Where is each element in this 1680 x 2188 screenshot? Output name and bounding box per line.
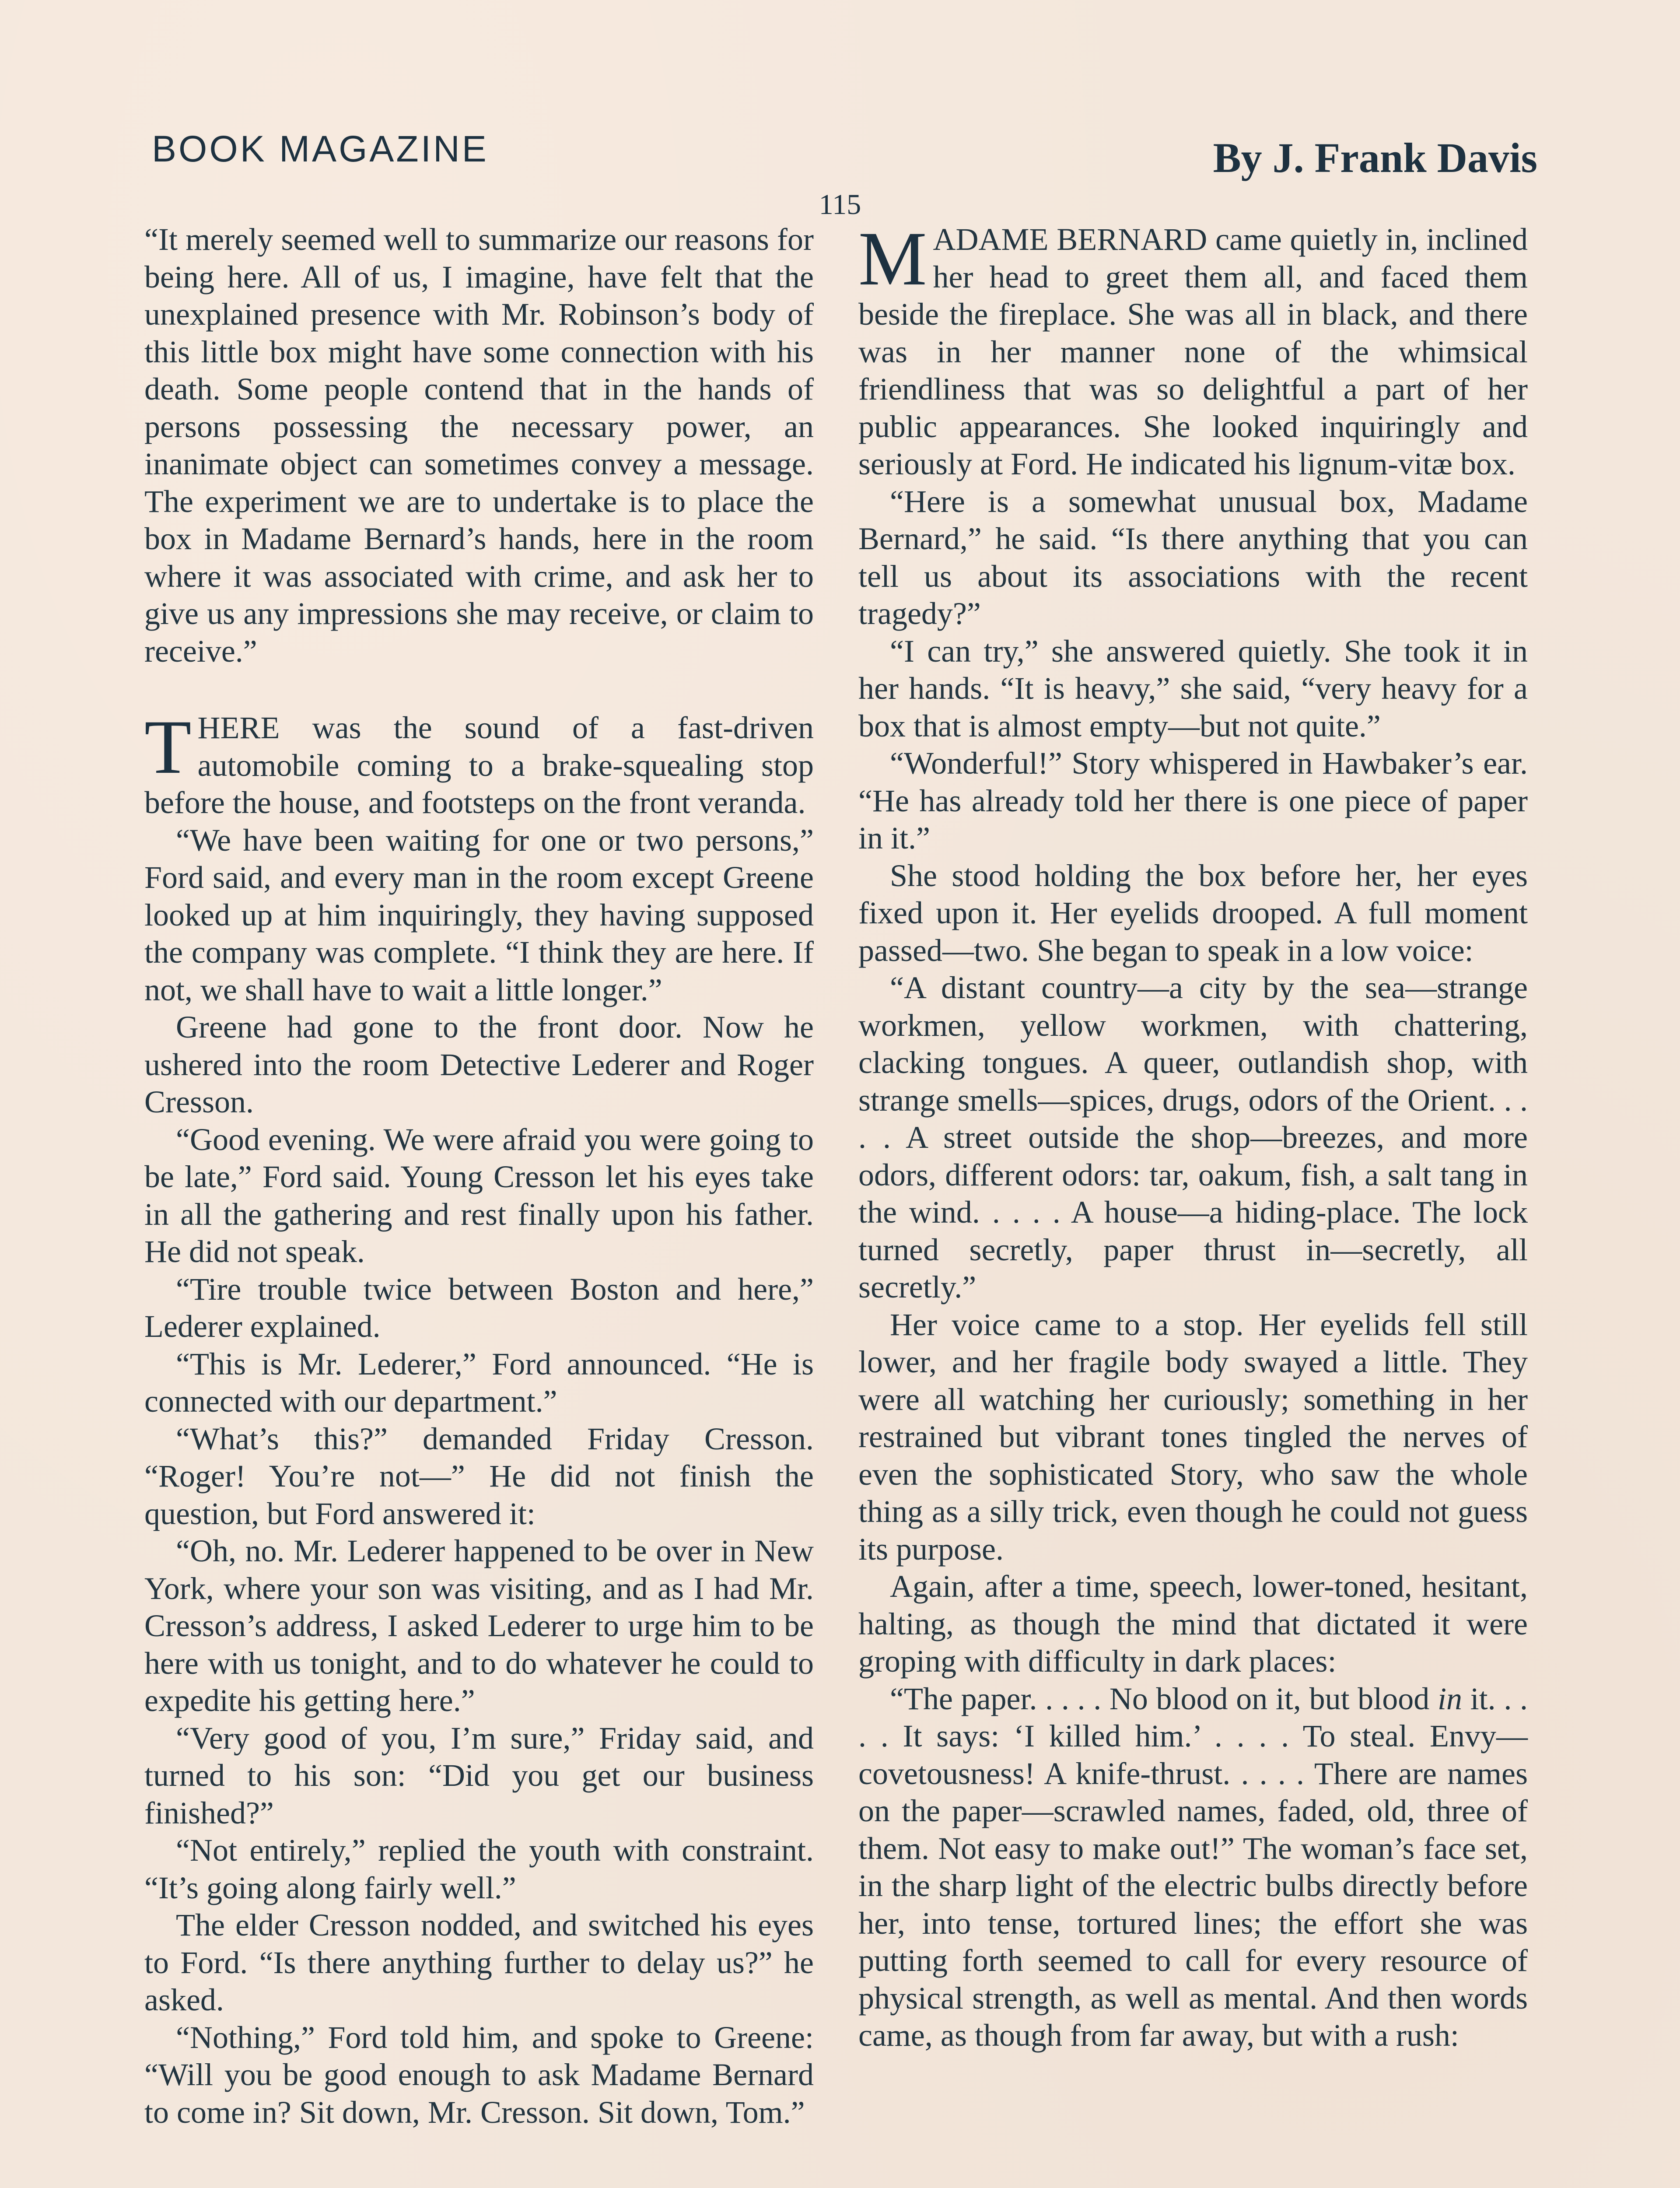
section-start-text: HERE was the sound of a fast-driven automobile coming to a brake-squealing stop before the house, and footsteps on the front veranda. bbox=[144, 710, 814, 820]
paragraph: “Oh, no. Mr. Lederer happened to be over in New York, where your son was visiting, and as I had Mr. Cresson’s address, I asked Lederer to urge him to be here with us tonight, and to do whatever he could to expedite his getting here.” bbox=[144, 1533, 814, 1718]
paragraph: “Very good of you, I’m sure,” Friday said, and turned to his son: “Did you get our business finished?” bbox=[144, 1720, 814, 1830]
paragraph: The elder Cresson nodded, and switched his eyes to Ford. “Is there anything further to delay us?” he asked. bbox=[144, 1907, 814, 2017]
paragraph: “A distant country—a city by the sea—strange workmen, yellow workmen, with chattering, clacking tongues. A queer, outlandish shop, with strange smells—spices, drugs, odors of the Orient. . . . . A street outside the shop—breezes, and more odors, different odors: tar, oakum, fish, a salt tang in the wind. . . . . A house—a hiding-place. The lock turned secretly, paper thrust in—secretly, all secretly.” bbox=[858, 970, 1528, 1304]
paragraph: Greene had gone to the front door. Now he ushered into the room Detective Lederer and Roger Cresson. bbox=[144, 1010, 814, 1119]
paragraph: “Good evening. We were afraid you were going to be late,” Ford said. Young Cresson let his eyes take in all the gathering and rest finally upon his father. He did not speak. bbox=[144, 1122, 814, 1269]
paragraph: “Wonderful!” Story whispered in Hawbaker’s ear. “He has already told her there is one piece of paper in it.” bbox=[858, 746, 1528, 856]
left-column bbox=[144, 221, 814, 2131]
final-text-start: “The paper. . . . . No blood on it, but blood bbox=[890, 1681, 1438, 1716]
italic-emphasis: in bbox=[1437, 1681, 1462, 1716]
paragraph: Her voice came to a stop. Her eyelids fell still lower, and her fragile body swayed a little. They were all watching her curiously; something in her restrained but vibrant tones tingled the nerves of even the sophisticated Story, who saw the whole thing as a silly trick, even though he could not guess its purpose. bbox=[858, 1307, 1528, 1567]
paragraph: “It merely seemed well to summarize our reasons for being here. All of us, I imagine, have felt that the unexplained presence with Mr. Robinson’s body of this little box might have some connection with his death. Some people contend that in the hands of persons possessing the necessary power, an inanimate object can sometimes convey a message. The experiment we are to undertake is to place the box in Madame Bernard’s hands, here in the room where it was associated with crime, and ask her to give us any impressions she may receive, or claim to receive.” bbox=[144, 222, 814, 669]
page-number: 115 bbox=[819, 189, 861, 221]
drop-cap: T bbox=[144, 705, 192, 790]
drop-cap: M bbox=[858, 216, 927, 302]
author-byline: By J. Frank Davis bbox=[1213, 134, 1537, 181]
paragraph: “We have been waiting for one or two persons,” Ford said, and every man in the room except Greene looked up at him inquiringly, they having supposed the company was complete. “I think they are here. If not, we shall have to wait a little longer.” bbox=[144, 822, 814, 1007]
paragraph: “This is Mr. Lederer,” Ford announced. “He is connected with our department.” bbox=[144, 1346, 814, 1419]
paragraph: “What’s this?” demanded Friday Cresson. “Roger! You’re not—” He did not finish the question, but Ford answered it: bbox=[144, 1421, 814, 1531]
section-start-paragraph bbox=[144, 705, 814, 822]
section-start-text: ADAME BERNARD came quietly in, inclined her head to greet them all, and faced them beside the fireplace. She was all in black, and there was in her manner none of the whimsical friendliness that was so delightful a part of her public appearances. She looked inquiringly and seriously at Ford. He indicated his lignum-vitæ box. bbox=[858, 222, 1528, 481]
paragraph: She stood holding the box before her, her eyes fixed upon it. Her eyelids drooped. A full moment passed—two. She began to speak in a low voice: bbox=[858, 858, 1528, 968]
section-start-paragraph bbox=[858, 216, 1528, 483]
final-text-end: it. . . . . It says: ‘I killed him.’ . . . . To steal. Envy—covetousness! A knife-thrust. . . . . There are names on the paper—scrawled names, faded, old, three of them. Not easy to make out!” The woman’s face set, in the sharp light of the electric bulbs directly before her, into tense, tortured lines; the effort she was putting forth seemed to call for every resource of physical strength, as well as mental. And then words came, as though from far away, but with a rush: bbox=[858, 1681, 1528, 2053]
right-column bbox=[858, 216, 1528, 2055]
paragraph: Again, after a time, speech, lower-toned, hesitant, halting, as though the mind that dictated it were groping with difficulty in dark places: bbox=[858, 1569, 1528, 1679]
paragraph: “Here is a somewhat unusual box, Madame Bernard,” he said. “Is there anything that you can tell us about its associations with the recent tragedy?” bbox=[858, 484, 1528, 631]
paragraph bbox=[858, 1680, 1528, 2055]
magazine-title: BOOK MAGAZINE bbox=[152, 128, 489, 169]
paragraph: “Not entirely,” replied the youth with constraint. “It’s going along fairly well.” bbox=[144, 1833, 814, 1905]
paragraph: “I can try,” she answered quietly. She took it in her hands. “It is heavy,” she said, “very heavy for a box that is almost empty—but not quite.” bbox=[858, 633, 1528, 743]
paragraph: “Nothing,” Ford told him, and spoke to Greene: “Will you be good enough to ask Madame Bernard to come in? Sit down, Mr. Cresson. Sit down, Tom.” bbox=[144, 2020, 814, 2130]
paragraph: “Tire trouble twice between Boston and here,” Lederer explained. bbox=[144, 1271, 814, 1344]
